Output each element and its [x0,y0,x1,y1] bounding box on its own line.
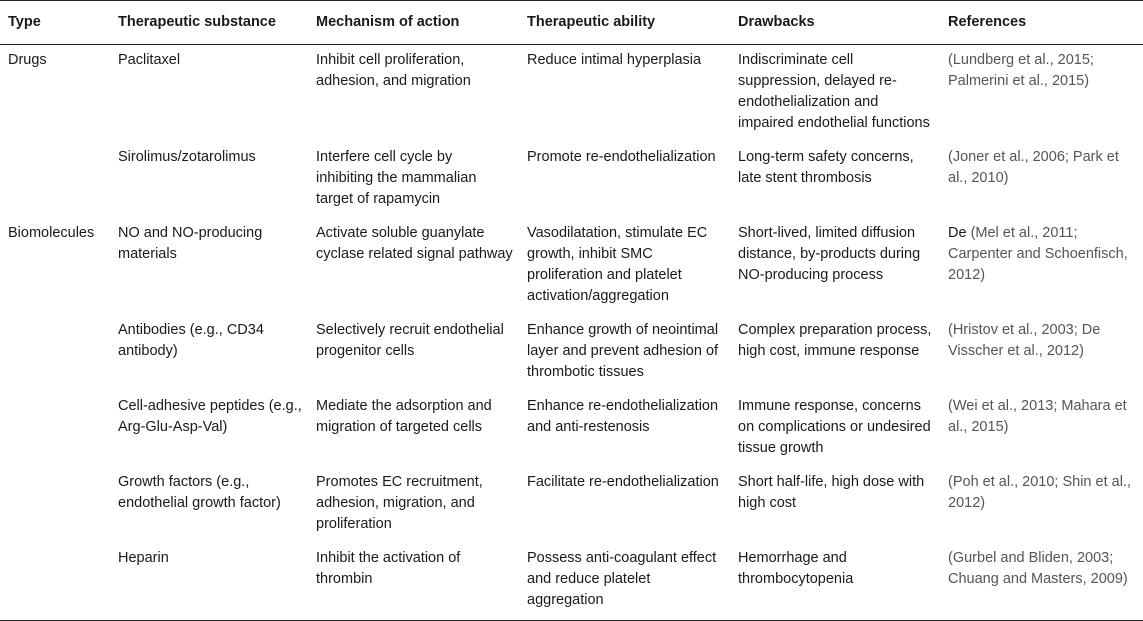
cell-ability: Enhance re-endothelialization and anti-restenosis [527,398,719,435]
reference-link[interactable]: (Wei et al., 2013; Mahara et al., 2015) [948,398,1127,435]
cell-substance: Sirolimus/zotarolimus [118,149,256,165]
reference-prefix: De [948,225,971,241]
cell-mechanism: Selectively recruit endothelial progenitor cells [316,322,504,359]
cell-drawbacks: Hemorrhage and thrombocytopenia [730,543,940,621]
cell-references [940,467,1143,543]
cell-drawbacks: Long-term safety concerns, late stent thrombosis [738,149,914,186]
cell-substance: Cell-adhesive peptides (e.g., Arg-Glu-Asp-Val) [118,398,302,435]
table-row [0,391,1143,467]
cell-type [0,543,110,621]
cell-references [940,315,1143,391]
cell-substance: Antibodies (e.g., CD34 antibody) [118,322,264,359]
cell-ability: Enhance growth of neointimal layer and prevent adhesion of thrombotic tissues [527,322,719,380]
cell-references [940,142,1143,218]
cell-substance: Heparin [110,543,308,621]
table-row [0,142,1143,218]
cell-references [940,391,1143,467]
cell-type [0,315,110,391]
table-row [0,45,1143,143]
cell-drawbacks: Complex preparation process, high cost, immune response [738,322,932,359]
cell-drawbacks: Indiscriminate cell suppression, delayed re-endothelialization and impaired endothelial functions [738,52,930,131]
cell-substance: Growth factors (e.g., endothelial growth factor) [118,474,281,511]
cell-substance: NO and NO-producing materials [118,225,263,262]
cell-ability: Reduce intimal hyperplasia [527,52,702,68]
cell-mechanism: Activate soluble guanylate cyclase related signal pathway [316,225,513,262]
cell-drawbacks: Immune response, concerns on complications or undesired tissue growth [738,398,931,456]
cell-type [0,391,110,467]
reference-link[interactable]: (Lundberg et al., 2015; Palmerini et al., 2015) [948,52,1094,89]
cell-drawbacks: Short-lived, limited diffusion distance, by-products during NO-producing process [738,225,921,283]
cell-ability: Facilitate re-endothelialization [527,474,719,490]
cell-type: Biomolecules [8,225,95,241]
header-drawbacks: Drawbacks [730,1,940,45]
cell-mechanism: Mediate the adsorption and migration of targeted cells [316,398,492,435]
cell-ability: Promote re-endothelialization [527,149,716,165]
cell-mechanism: Inhibit cell proliferation, adhesion, and migration [316,52,471,89]
cell-drawbacks: Short half-life, high dose with high cost [738,474,925,511]
reference-link[interactable]: (Hristov et al., 2003; De Visscher et al., 2012) [948,322,1101,359]
table-row [0,543,1143,621]
cell-type [0,467,110,543]
reference-link[interactable]: (Joner et al., 2006; Park et al., 2010) [948,149,1119,186]
cell-substance: Paclitaxel [118,52,181,68]
table-row [0,467,1143,543]
reference-link[interactable]: (Gurbel and Bliden, 2003; Chuang and Masters, 2009) [948,550,1128,587]
cell-ability: Possess anti-coagulant effect and reduce platelet aggregation [519,543,730,621]
cell-type [0,142,110,218]
cell-mechanism: Promotes EC recruitment, adhesion, migration, and proliferation [316,474,483,532]
reference-link[interactable]: (Poh et al., 2010; Shin et al., 2012) [948,474,1131,511]
cell-type: Drugs [8,52,47,68]
header-substance: Therapeutic substance [110,1,308,45]
table-row [0,315,1143,391]
cell-mechanism: Interfere cell cycle by inhibiting the mammalian target of rapamycin [316,149,477,207]
cell-references [940,45,1143,143]
reference-link[interactable]: (Mel et al., 2011; Carpenter and Schoenfisch, 2012) [948,225,1128,283]
cell-references [940,543,1143,621]
cell-mechanism: Inhibit the activation of thrombin [308,543,519,621]
cell-references [940,218,1143,315]
cell-ability: Vasodilatation, stimulate EC growth, inhibit SMC proliferation and platelet activation/aggregation [527,225,708,304]
header-ability: Therapeutic ability [519,1,730,45]
header-type: Type [0,1,110,45]
header-references: References [940,1,1143,45]
header-row [0,1,1143,45]
table-row [0,218,1143,315]
header-mechanism: Mechanism of action [308,1,519,45]
